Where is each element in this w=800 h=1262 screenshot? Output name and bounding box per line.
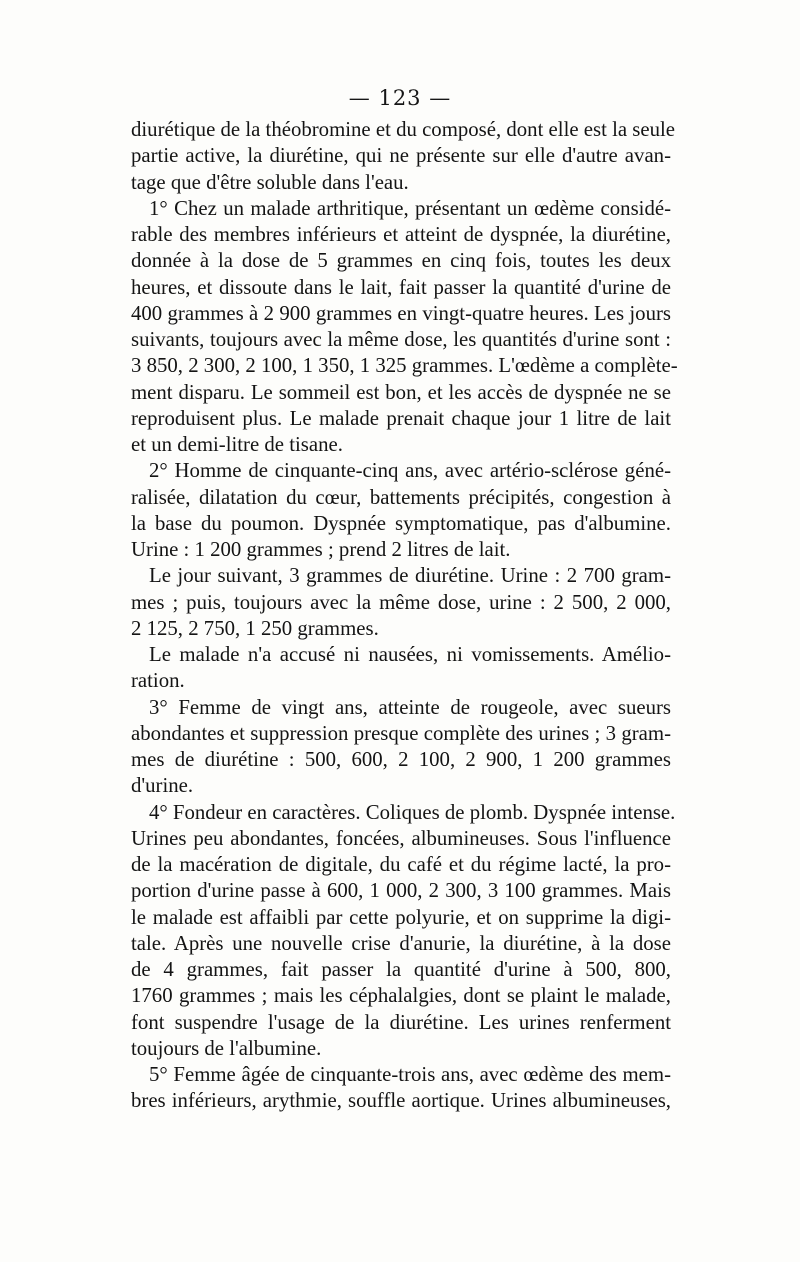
text-line: portion d'urine passe à 600, 1 000, 2 300, 3 100 grammes. Mais	[131, 879, 671, 903]
text-line: d'urine.	[131, 774, 194, 798]
text-line: font suspendre l'usage de la diurétine. Les urines renferment	[131, 1010, 671, 1034]
text-line: reproduisent plus. Le malade prenait chaque jour 1 litre de lait	[131, 406, 671, 430]
page-number: — 123 —	[348, 86, 452, 110]
text-line: et un demi-litre de tisane.	[131, 433, 343, 456]
paragraph	[131, 563, 671, 642]
text-line: tale. Après une nouvelle crise d'anurie, la diurétine, à la dose	[131, 931, 671, 955]
text-line: 2° Homme de cinquante-cinq ans, avec artério-sclérose géné-	[149, 459, 671, 483]
paragraph	[131, 642, 671, 695]
text-line: ralisée, dilatation du cœur, battements précipités, congestion à	[131, 485, 671, 509]
text-line: bres inférieurs, arythmie, souffle aortique. Urines albumineuses,	[131, 1089, 671, 1113]
text-line: Le jour suivant, 3 grammes de diurétine. Urine : 2 700 gram-	[149, 564, 671, 588]
text-line: suivants, toujours avec la même dose, les quantités d'urine sont :	[131, 328, 671, 351]
paragraph	[131, 458, 671, 563]
text-line: 5° Femme âgée de cinquante-trois ans, avec œdème des mem-	[149, 1063, 671, 1086]
text-line: de la macération de digitale, du café et du régime lacté, la pro-	[131, 853, 671, 876]
paragraph	[131, 1062, 671, 1115]
text-line: 1760 grammes ; mais les céphalalgies, dont se plaint le malade,	[131, 984, 671, 1008]
text-line: la base du poumon. Dyspnée symptomatique, pas d'albumine.	[131, 511, 671, 535]
text-line: toujours de l'albumine.	[131, 1036, 322, 1060]
paragraph	[131, 800, 676, 1063]
text-line: mes ; puis, toujours avec la même dose, urine : 2 500, 2 000,	[131, 590, 671, 614]
text-line: rable des membres inférieurs et atteint de dyspnée, la diurétine,	[131, 223, 671, 246]
paragraph	[131, 196, 678, 459]
text-line: mes de diurétine : 500, 600, 2 100, 2 900, 1 200 grammes	[131, 748, 671, 771]
body-text	[131, 117, 678, 1115]
text-line: heures, et dissoute dans le lait, fait passer la quantité d'urine de	[131, 275, 671, 299]
text-line: Urines peu abondantes, foncées, albumineuses. Sous l'influence	[131, 826, 671, 850]
paragraph	[131, 695, 671, 800]
text-line: 400 grammes à 2 900 grammes en vingt-quatre heures. Les jours	[131, 301, 671, 325]
text-line: partie active, la diurétine, qui ne présente sur elle d'autre avan-	[131, 144, 671, 168]
text-line: tage que d'être soluble dans l'eau.	[131, 170, 409, 194]
text-line: Urine : 1 200 grammes ; prend 2 litres de lait.	[131, 538, 511, 561]
text-line: donnée à la dose de 5 grammes en cinq fois, toutes les deux	[131, 249, 671, 273]
text-line: 1° Chez un malade arthritique, présentant un œdème considé-	[149, 196, 671, 220]
text-line: 4° Fondeur en caractères. Coliques de plomb. Dyspnée intense.	[149, 800, 676, 824]
text-line: diurétique de la théobromine et du composé, dont elle est la seule	[131, 118, 676, 141]
text-line: 3 850, 2 300, 2 100, 1 350, 1 325 grammes. L'œdème a complète-	[131, 354, 678, 378]
text-line: ment disparu. Le sommeil est bon, et les accès de dyspnée ne se	[131, 380, 671, 404]
text-line: Le malade n'a accusé ni nausées, ni vomissements. Amélio-	[149, 643, 671, 666]
text-line: 2 125, 2 750, 1 250 grammes.	[131, 616, 379, 640]
text-line: 3° Femme de vingt ans, atteinte de rougeole, avec sueurs	[149, 695, 671, 719]
text-line: le malade est affaibli par cette polyurie, et on supprime la digi-	[131, 905, 671, 929]
paragraph	[131, 117, 676, 196]
text-line: ration.	[131, 669, 185, 693]
text-line: abondantes et suppression presque complète des urines ; 3 gram-	[131, 721, 671, 745]
text-line: de 4 grammes, fait passer la quantité d'urine à 500, 800,	[131, 958, 671, 981]
